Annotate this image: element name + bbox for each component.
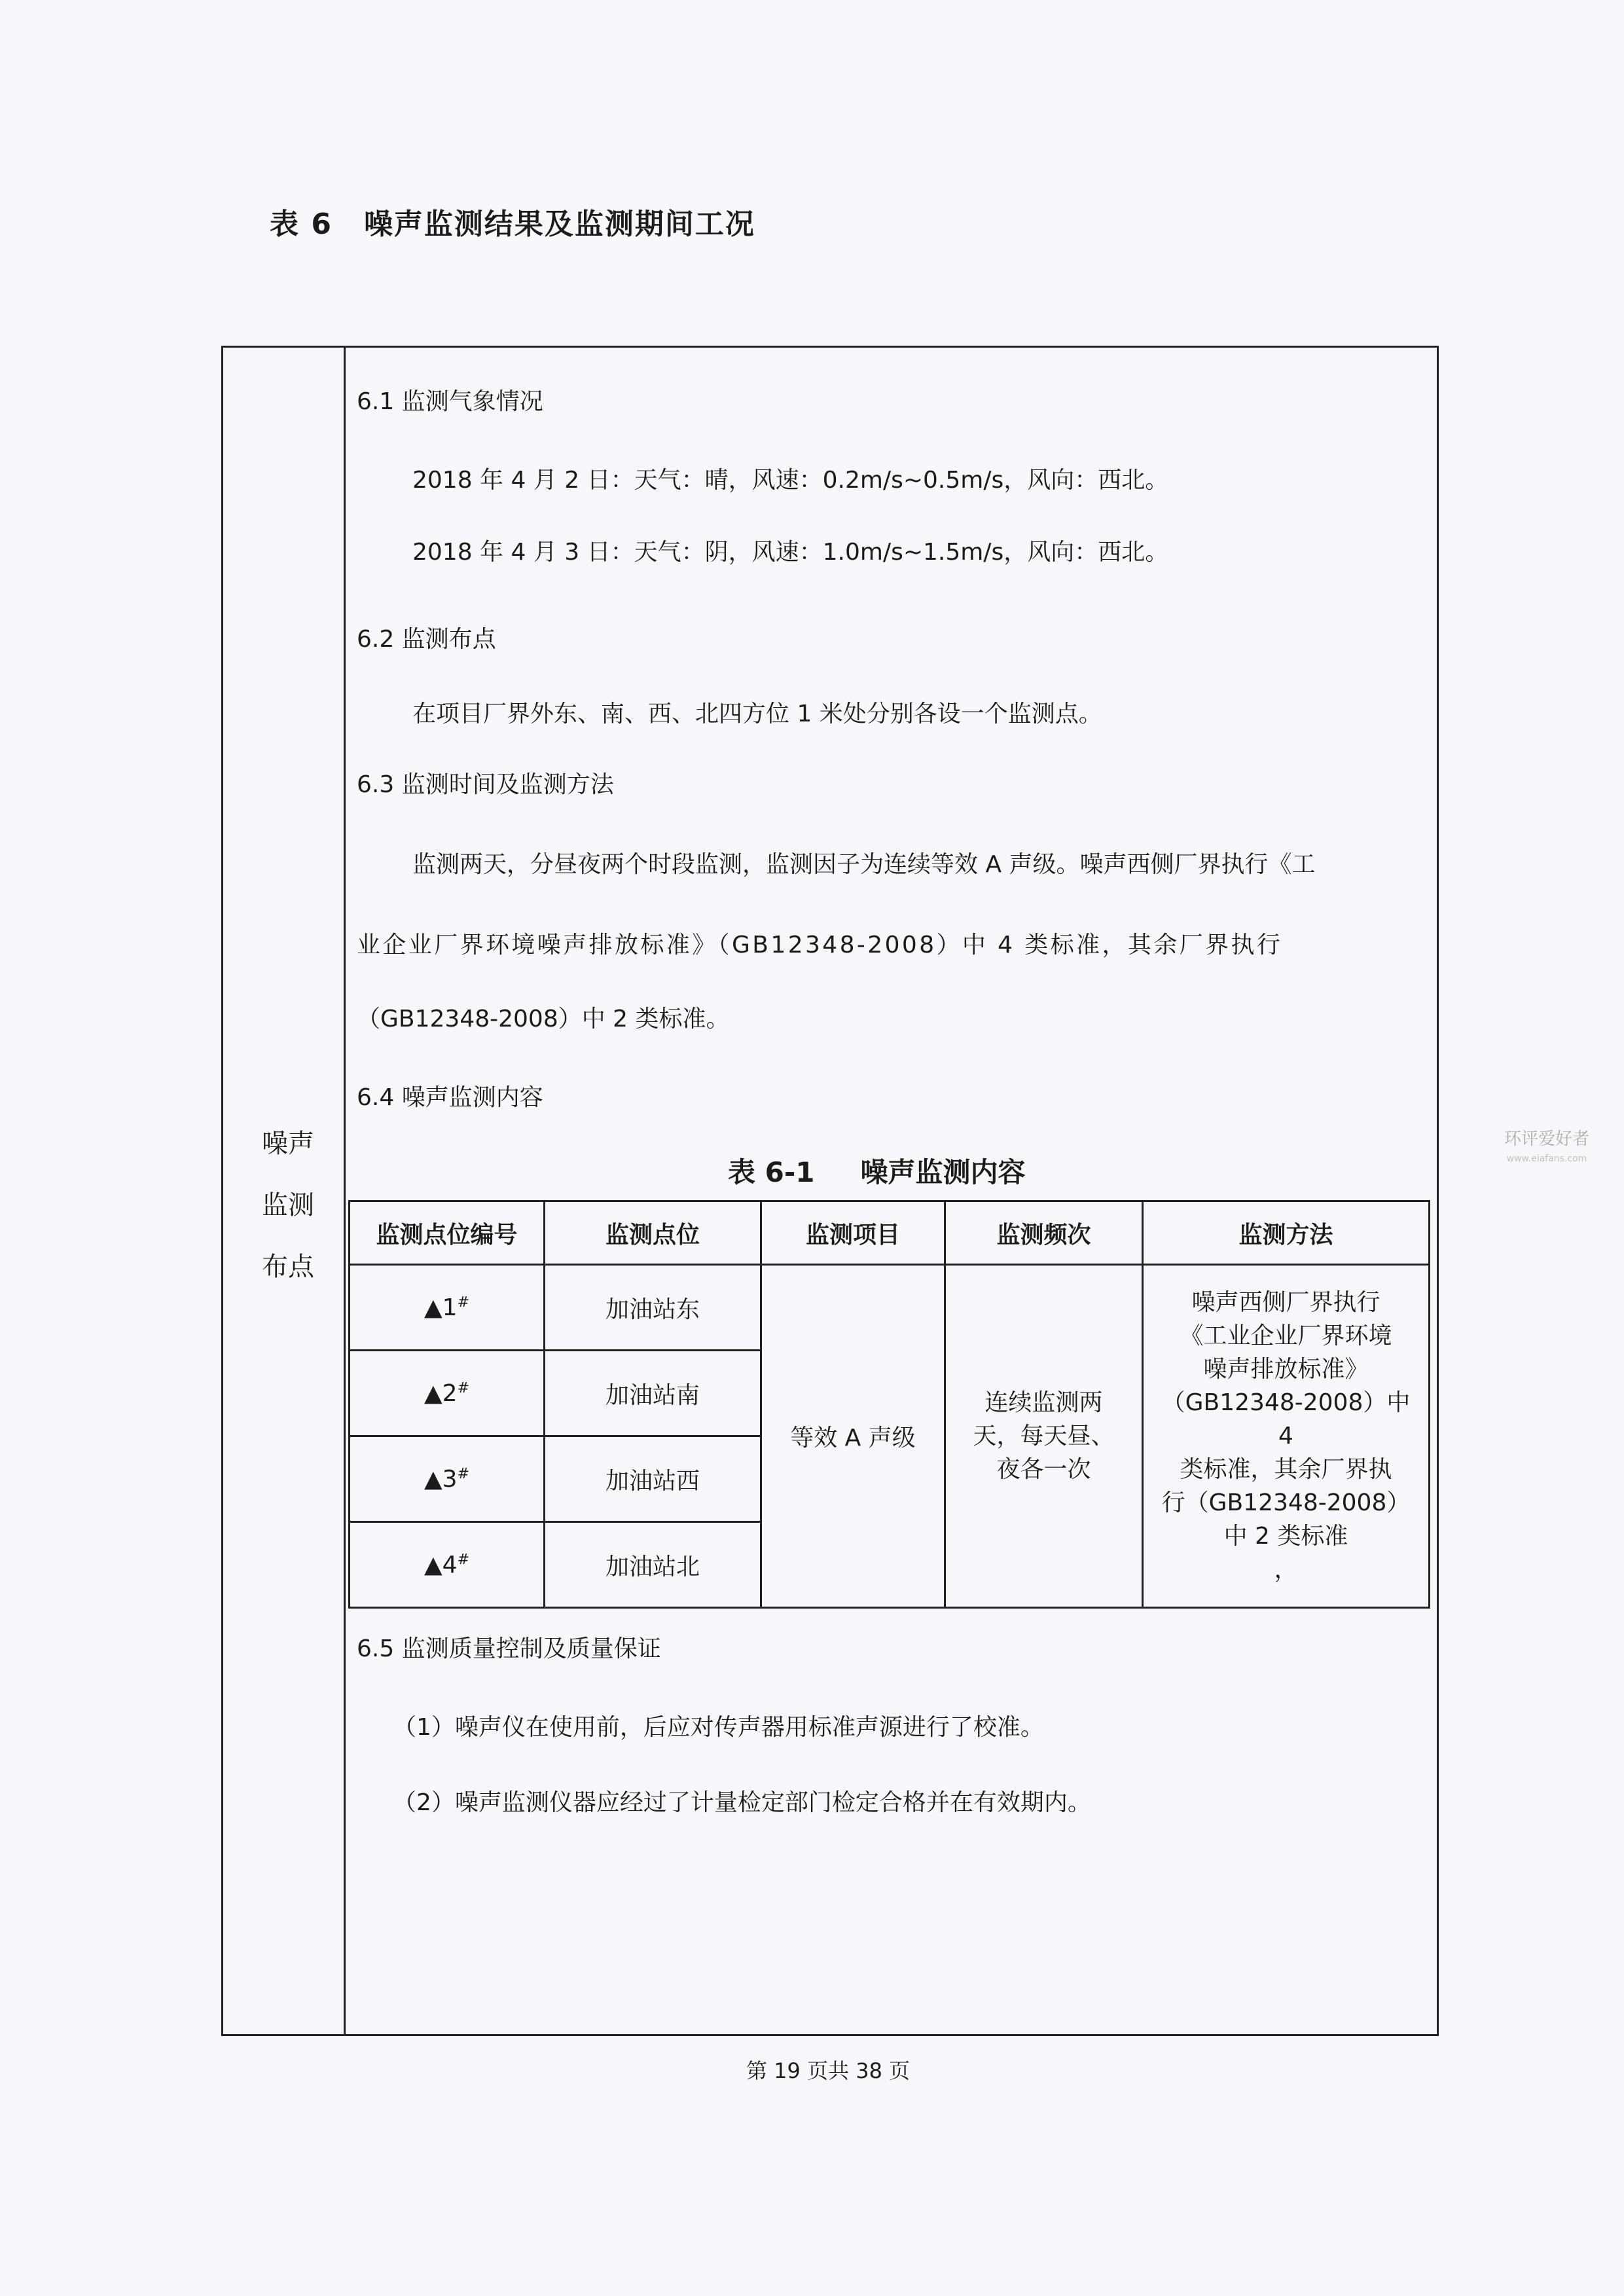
location-cell: 加油站西 — [545, 1436, 761, 1522]
frequency-cell — [945, 1265, 1143, 1608]
point-id-cell — [350, 1522, 545, 1608]
point-sup: # — [457, 1551, 470, 1568]
point-id-cell — [350, 1265, 545, 1351]
point-marker: ▲3 — [424, 1465, 458, 1493]
page-footer: 第 19 页共 38 页 — [746, 2058, 911, 2083]
frequency-line: 夜各一次 — [996, 1456, 1091, 1483]
section-6-5-heading: 6.5 监测质量控制及质量保证 — [357, 1635, 661, 1662]
watermark-text: 环评爱好者 — [1504, 1129, 1590, 1149]
frame-divider — [344, 346, 346, 2036]
point-marker: ▲1 — [424, 1294, 458, 1321]
method-cell — [1143, 1265, 1430, 1608]
method-line: 《工业企业厂界环境 — [1180, 1322, 1392, 1349]
method-line: 噪声西侧厂界执行 — [1191, 1289, 1380, 1316]
section-6-4-heading: 6.4 噪声监测内容 — [357, 1084, 543, 1111]
method-line: （GB12348-2008）中 4 — [1161, 1389, 1411, 1449]
item-cell: 等效 A 声级 — [761, 1265, 945, 1608]
side-label-line: 监测 — [262, 1190, 314, 1220]
point-sup: # — [457, 1379, 470, 1396]
section-6-2-heading: 6.2 监测布点 — [357, 626, 496, 653]
frequency-line: 连续监测两 — [984, 1389, 1103, 1416]
side-label — [255, 1113, 321, 1298]
method-line: 行（GB12348-2008） — [1161, 1489, 1411, 1516]
col-header: 监测点位编号 — [350, 1201, 545, 1265]
section-6-3-heading: 6.3 监测时间及监测方法 — [357, 771, 614, 798]
section-6-1-heading: 6.1 监测气象情况 — [357, 388, 543, 415]
method-line: ， — [1274, 1556, 1298, 1583]
location-cell: 加油站东 — [545, 1265, 761, 1351]
table-caption — [728, 1151, 1026, 1190]
weather-line-1: 2018 年 4 月 2 日：天气：晴，风速：0.2m/s~0.5m/s，风向：西北。 — [412, 467, 1169, 494]
method-line: 噪声排放标准》 — [1203, 1356, 1369, 1383]
page-title — [270, 200, 755, 242]
method-line-3: （GB12348-2008）中 2 类标准。 — [357, 1006, 730, 1032]
location-cell: 加油站南 — [545, 1351, 761, 1436]
point-id-cell — [350, 1436, 545, 1522]
noise-monitoring-table — [348, 1200, 1430, 1609]
side-label-line: 噪声 — [262, 1129, 314, 1159]
point-id-cell — [350, 1351, 545, 1436]
watermark-url: www.eiafans.com — [1506, 1154, 1587, 1164]
location-cell: 加油站北 — [545, 1522, 761, 1608]
table-title: 噪声监测结果及监测期间工况 — [363, 208, 755, 241]
table-caption-number: 表 6-1 — [728, 1156, 815, 1188]
side-label-line: 布点 — [262, 1252, 314, 1282]
frequency-line: 天，每天昼、 — [973, 1423, 1115, 1449]
weather-line-2: 2018 年 4 月 3 日：天气：阴，风速：1.0m/s~1.5m/s，风向：西北。 — [412, 539, 1169, 566]
outer-frame — [221, 346, 1439, 2036]
qc-item-2: （2）噪声监测仪器应经过了计量检定部门检定合格并在有效期内。 — [393, 1789, 1091, 1816]
col-header: 监测方法 — [1143, 1201, 1430, 1265]
table-caption-text: 噪声监测内容 — [860, 1156, 1026, 1188]
col-header: 监测项目 — [761, 1201, 945, 1265]
point-marker: ▲4 — [424, 1551, 458, 1578]
point-marker: ▲2 — [424, 1379, 458, 1407]
col-header: 监测频次 — [945, 1201, 1143, 1265]
layout-line: 在项目厂界外东、南、西、北四方位 1 米处分别各设一个监测点。 — [412, 701, 1102, 727]
point-sup: # — [457, 1294, 470, 1311]
method-line-2: 业企业厂界环境噪声排放标准》（GB12348-2008）中 4 类标准，其余厂界执行 — [357, 932, 1283, 958]
watermark — [1504, 1129, 1589, 1169]
point-sup: # — [457, 1465, 470, 1482]
method-line: 中 2 类标准 — [1223, 1523, 1348, 1550]
table-number: 表 6 — [270, 208, 333, 241]
method-line: 类标准，其余厂界执 — [1180, 1456, 1392, 1483]
qc-item-1: （1）噪声仪在使用前，后应对传声器用标准声源进行了校准。 — [393, 1714, 1044, 1741]
method-line-1: 监测两天，分昼夜两个时段监测，监测因子为连续等效 A 声级。噪声西侧厂界执行《工 — [412, 851, 1316, 878]
table-header-row — [350, 1201, 1430, 1265]
col-header: 监测点位 — [545, 1201, 761, 1265]
table-row — [350, 1265, 1430, 1351]
